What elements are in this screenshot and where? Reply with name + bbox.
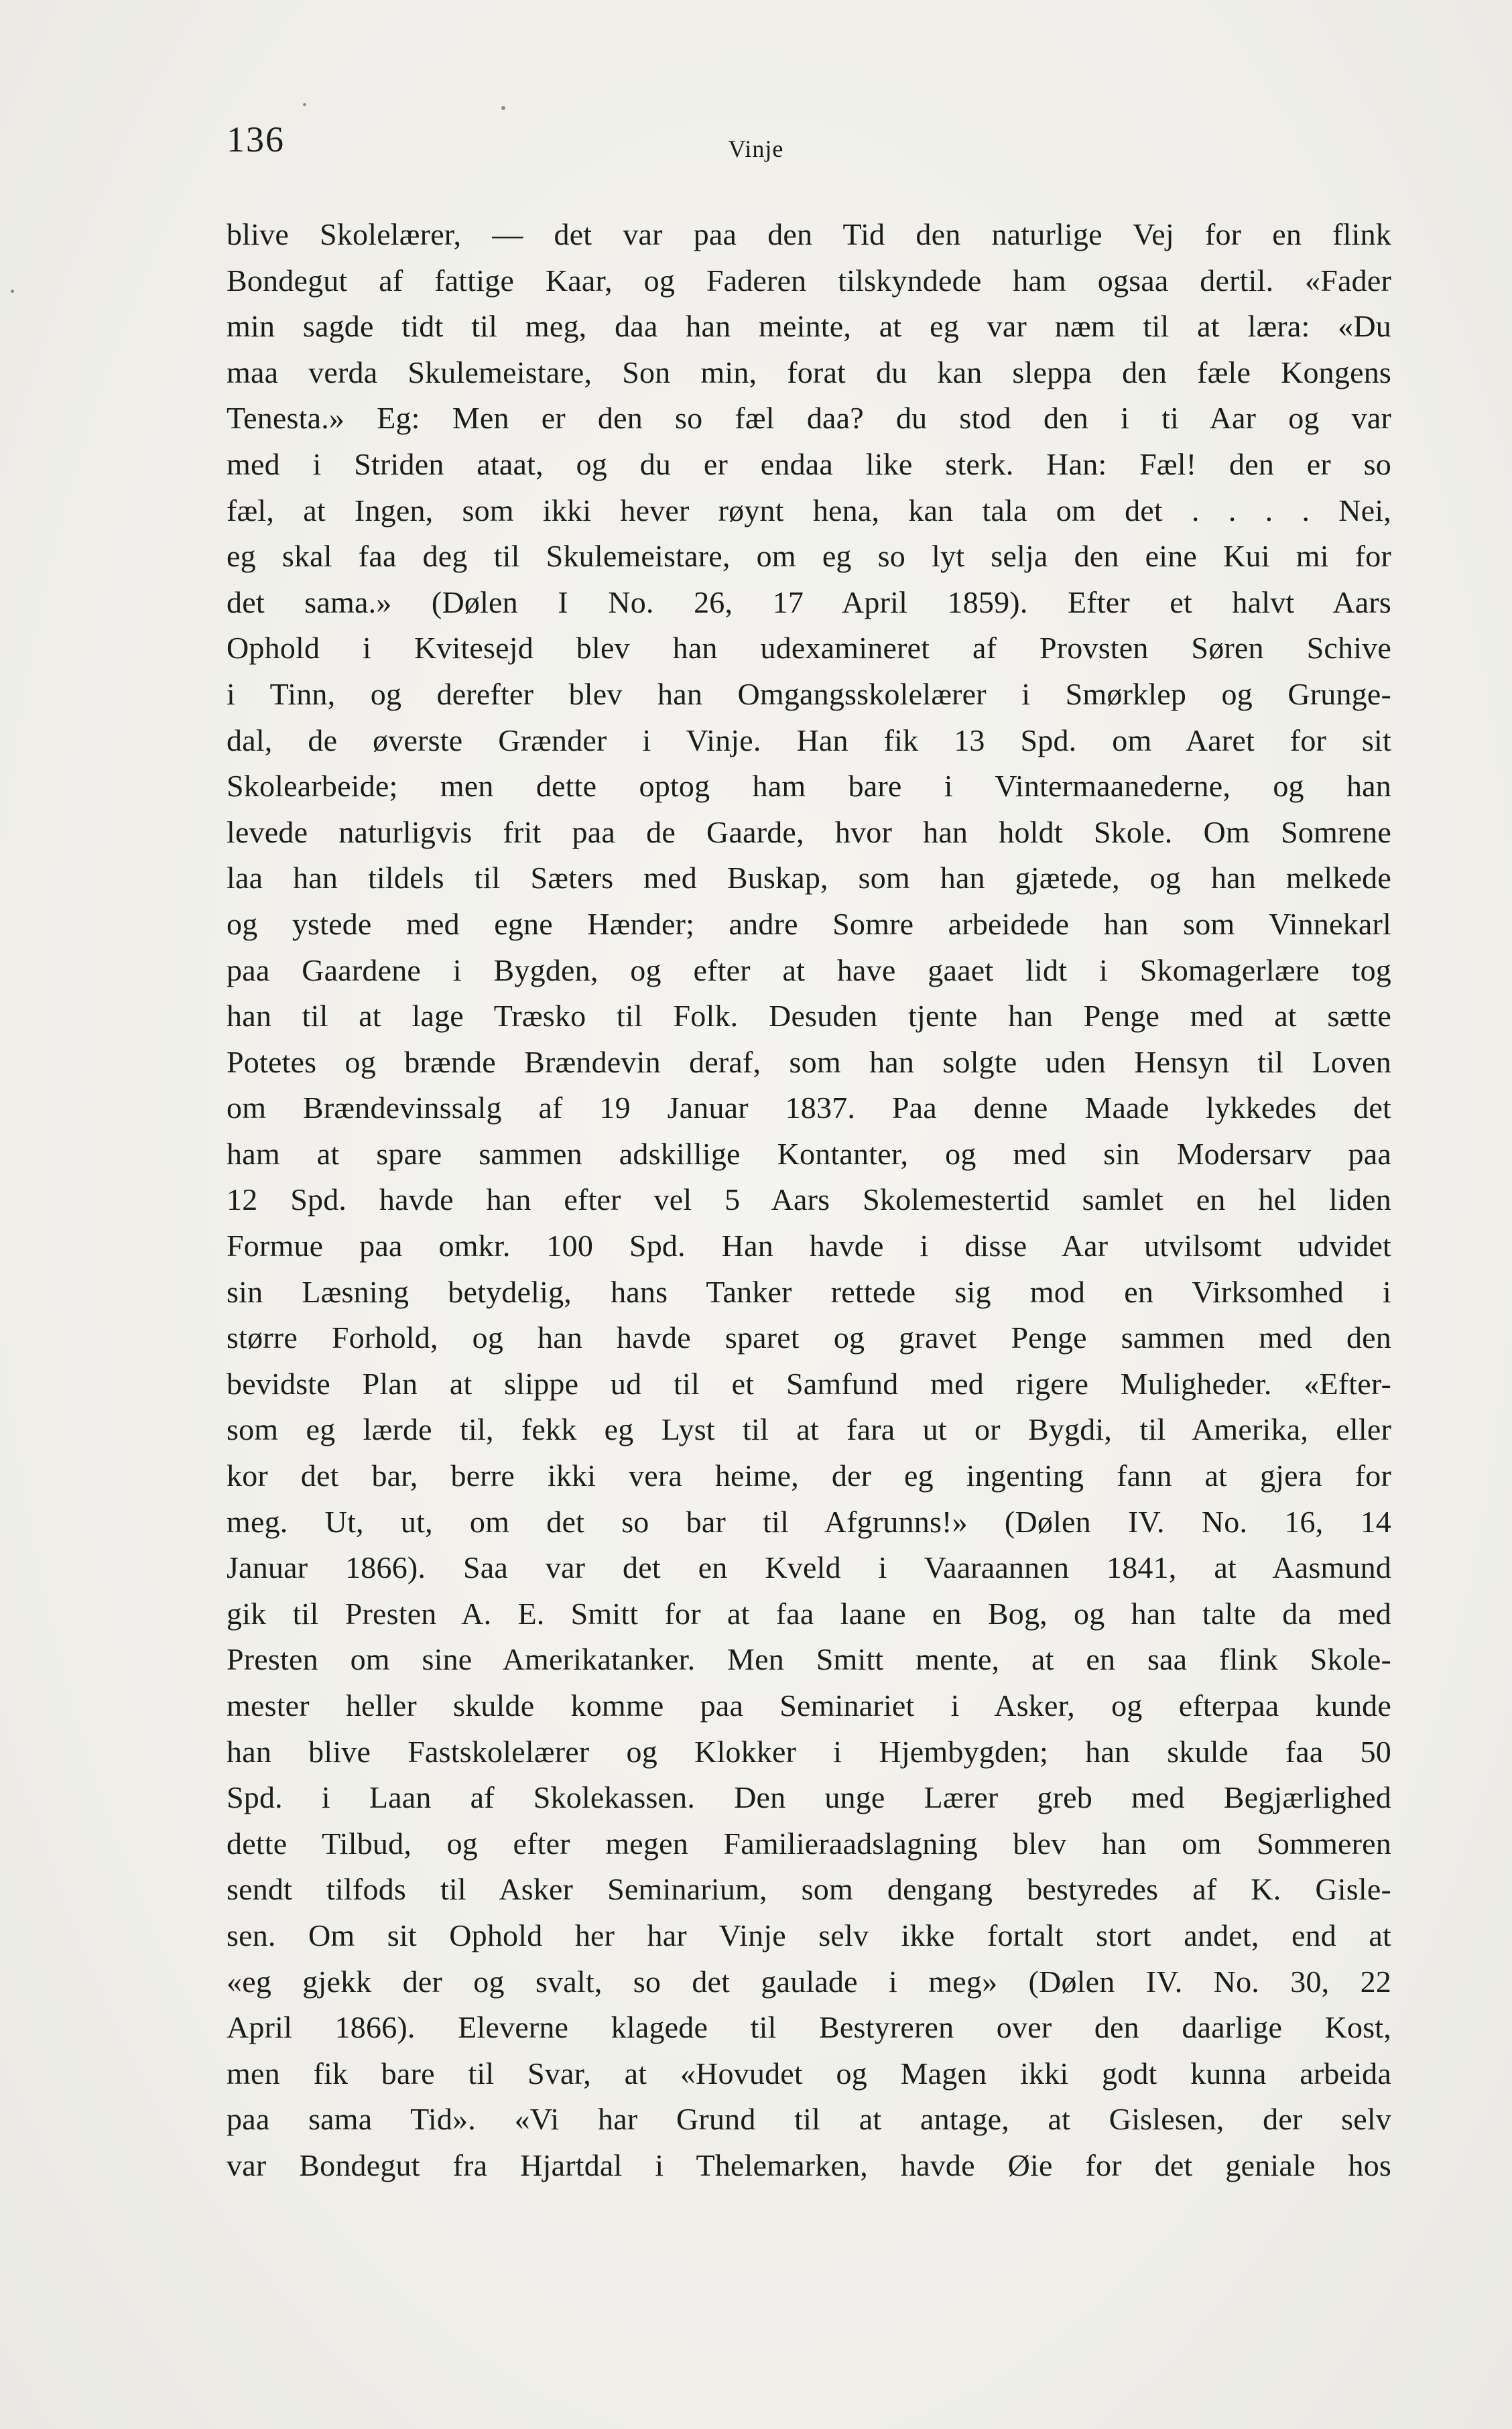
- text-line: han til at lage Træsko til Folk. Desuden tjente han Penge med at sætte: [227, 999, 1391, 1034]
- text-line: blive Skolelærer, — det var paa den Tid den naturlige Vej for en flink: [227, 217, 1391, 251]
- text-line: var Bondegut fra Hjartdal i Thelemarken, havde Øie for det geniale hos: [227, 2147, 1391, 2182]
- print-speck: [501, 106, 505, 110]
- print-speck: [303, 103, 306, 106]
- text-line: Formue paa omkr. 100 Spd. Han havde i disse Aar utvilsomt udvidet: [227, 1229, 1391, 1263]
- text-line: Presten om sine Amerikatanker. Men Smitt mente, at en saa flink Skole-: [227, 1642, 1391, 1677]
- text-line: som eg lærde til, fekk eg Lyst til at fara ut or Bygdi, til Amerika, eller: [227, 1412, 1391, 1447]
- text-line: om Brændevinssalg af 19 Januar 1837. Paa denne Maade lykkedes det: [227, 1091, 1391, 1125]
- text-line: med i Striden ataat, og du er endaa like sterk. Han: Fæl! den er so: [227, 446, 1391, 481]
- text-line: og ystede med egne Hænder; andre Somre arbeidede han som Vinnekarl: [227, 906, 1391, 941]
- text-line: Ophold i Kvitesejd blev han udexamineret af Provsten Søren Schive: [227, 631, 1391, 666]
- text-line: eg skal faa deg til Skulemeistare, om eg so lyt selja den eine Kui mi for: [227, 539, 1391, 574]
- text-line: Potetes og brænde Brændevin deraf, som han solgte uden Hensyn til Loven: [227, 1044, 1391, 1079]
- text-line: kor det bar, berre ikki vera heime, der eg ingenting fann at gjera for: [227, 1458, 1391, 1493]
- text-line: han blive Fastskolelærer og Klokker i Hjembygden; han skulde faa 50: [227, 1734, 1391, 1769]
- text-line: «eg gjekk der og svalt, so det gaulade i meg» (Dølen IV. No. 30, 22: [227, 1964, 1391, 1999]
- print-speck: [11, 290, 14, 293]
- text-line: dal, de øverste Grænder i Vinje. Han fik 13 Spd. om Aaret for sit: [227, 723, 1391, 757]
- body-text: [227, 212, 1391, 2189]
- text-line: Tenesta.» Eg: Men er den so fæl daa? du stod den i ti Aar og var: [227, 401, 1391, 436]
- page-number: 136: [227, 119, 285, 160]
- text-line: sendt tilfods til Asker Seminarium, som dengang bestyredes af K. Gisle-: [227, 1872, 1391, 1907]
- text-line: paa Gaardene i Bygden, og efter at have gaaet lidt i Skomagerlære tog: [227, 952, 1391, 987]
- text-line: 12 Spd. havde han efter vel 5 Aars Skolemestertid samlet en hel liden: [227, 1182, 1391, 1217]
- text-line: levede naturligvis frit paa de Gaarde, hvor han holdt Skole. Om Somrene: [227, 814, 1391, 849]
- text-line: ham at spare sammen adskillige Kontanter, og med sin Modersarv paa: [227, 1136, 1391, 1171]
- text-line: bevidste Plan at slippe ud til et Samfund med rigere Muligheder. «Efter-: [227, 1366, 1391, 1401]
- text-line: Januar 1866). Saa var det en Kveld i Vaaraannen 1841, at Aasmund: [227, 1550, 1391, 1585]
- running-title: Vinje: [728, 135, 784, 162]
- text-line: mester heller skulde komme paa Seminariet i Asker, og efterpaa kunde: [227, 1688, 1391, 1723]
- text-line: April 1866). Eleverne klagede til Bestyreren over den daarlige Kost,: [227, 2010, 1391, 2045]
- text-line: laa han tildels til Sæters med Buskap, som han gjætede, og han melkede: [227, 861, 1391, 895]
- text-line: Skolearbeide; men dette optog ham bare i Vintermaanederne, og han: [227, 769, 1391, 804]
- text-line: maa verda Skulemeistare, Son min, forat du kan sleppa den fæle Kongens: [227, 355, 1391, 389]
- text-line: dette Tilbud, og efter megen Familieraadslagning blev han om Sommeren: [227, 1826, 1391, 1861]
- text-line: min sagde tidt til meg, daa han meinte, at eg var næm til at læra: «Du: [227, 309, 1391, 344]
- text-line: meg. Ut, ut, om det so bar til Afgrunns!» (Dølen IV. No. 16, 14: [227, 1504, 1391, 1539]
- text-line: sin Læsning betydelig, hans Tanker rettede sig mod en Virksomhed i: [227, 1274, 1391, 1309]
- text-line: paa sama Tid». «Vi har Grund til at antage, at Gislesen, der selv: [227, 2102, 1391, 2137]
- text-line: Bondegut af fattige Kaar, og Faderen tilskyndede ham ogsaa dertil. «Fader: [227, 263, 1391, 298]
- text-line: gik til Presten A. E. Smitt for at faa laane en Bog, og han talte da med: [227, 1596, 1391, 1631]
- text-line: i Tinn, og derefter blev han Omgangsskolelærer i Smørklep og Grunge-: [227, 676, 1391, 711]
- text-line: Spd. i Laan af Skolekassen. Den unge Lærer greb med Begjærlighed: [227, 1780, 1391, 1815]
- text-line: det sama.» (Dølen I No. 26, 17 April 1859). Efter et halvt Aars: [227, 584, 1391, 619]
- text-line: men fik bare til Svar, at «Hovudet og Magen ikki godt kunna arbeida: [227, 2056, 1391, 2091]
- text-line: fæl, at Ingen, som ikki hever røynt hena, kan tala om det . . . . Nei,: [227, 493, 1391, 527]
- text-line: sen. Om sit Ophold her har Vinje selv ikke fortalt stort andet, end at: [227, 1918, 1391, 1952]
- text-line: større Forhold, og han havde sparet og gravet Penge sammen med den: [227, 1320, 1391, 1355]
